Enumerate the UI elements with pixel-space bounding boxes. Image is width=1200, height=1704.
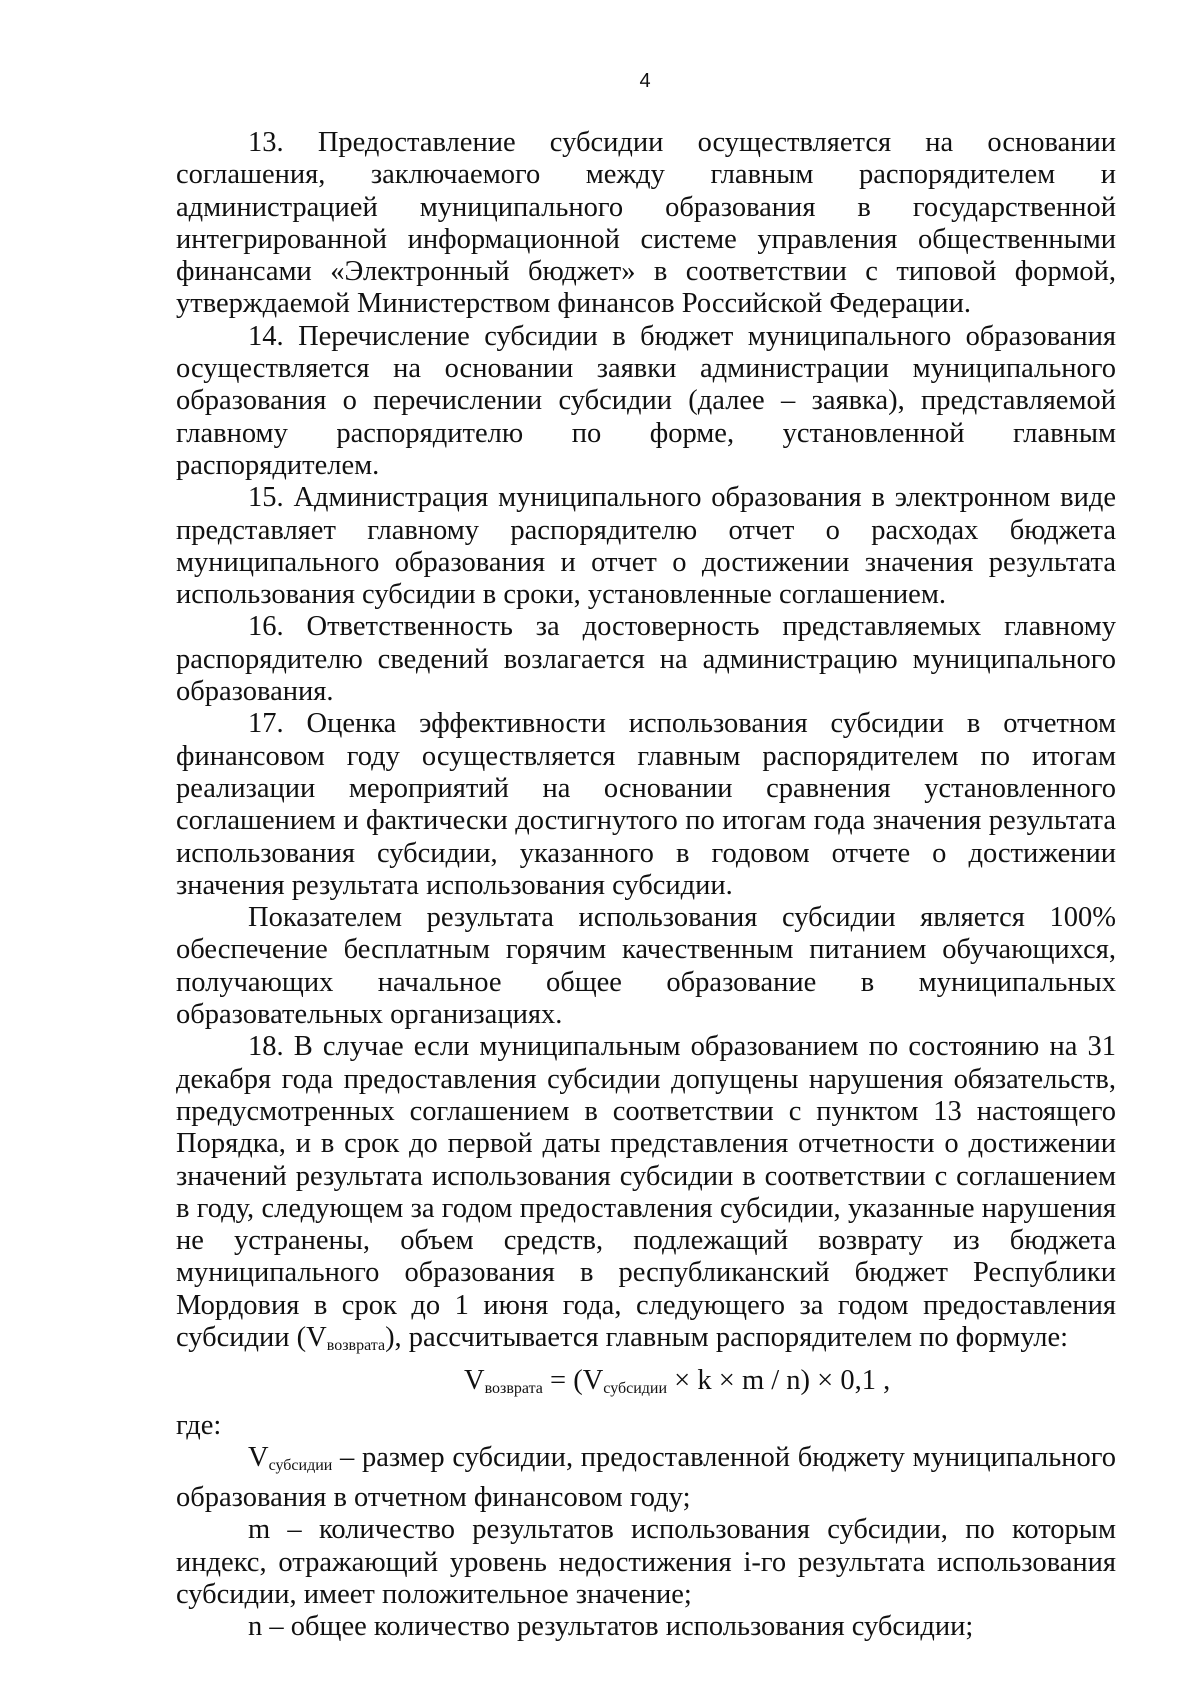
paragraph-17: 17. Оценка эффективности использования субсидии в отчетном финансовом году осуществляется главным распорядителем по итогам реализации мероприятий на основании сравнения установленного соглашением и фактически достигнутого по итогам года значения результата использования субсидии, указанного в годовом отчете о достижении значения результата использования субсидии. bbox=[176, 708, 1116, 901]
definition-v-letter: V bbox=[248, 1441, 269, 1473]
where-label: где: bbox=[176, 1409, 222, 1441]
paragraph-17-indicator: Показателем результата использования субсидии является 100% обеспечение бесплатным горячим качественным питанием обучающихся, получающих начальное общее образование в муниципальных образовательных организациях. bbox=[176, 902, 1116, 1031]
paragraph-15: 15. Администрация муниципального образования в электронном виде представляет главному распорядителю отчет о расходах бюджета муниципального образования и отчет о достижении значения результата использования субсидии в сроки, установленные соглашением. bbox=[176, 482, 1116, 611]
document-body bbox=[176, 127, 1116, 1644]
return-formula bbox=[176, 1365, 1116, 1405]
paragraph-18-subscript: возврата bbox=[326, 1336, 386, 1354]
formula-rest: × k × m / n) × 0,1 , bbox=[667, 1365, 891, 1397]
paragraph-18-text: 18. В случае если муниципальным образованием по состоянию на 31 декабря года предоставления субсидии допущены нарушения обязательств, предусмотренных соглашением в соответствии с пунктом 13 настоящего Порядка, и в срок до первой даты представления отчетности о достижении значений результата использования субсидии в соответствии с соглашением в году, следующем за годом предоставления субсидии, указанные нарушения не устранены, объем средств, подлежащий возврату из бюджета муниципального образования в республиканский бюджет Республики Мордовия в срок до 1 июня года, следующего за годом предоставления субсидии (V bbox=[176, 1031, 1116, 1353]
paragraph-13: 13. Предоставление субсидии осуществляется на основании соглашения, заключаемого между главным распорядителем и администрацией муниципального образования в государственной интегрированной информационной системе управления общественными финансами «Электронный бюджет» в соответствии с типовой формой, утверждаемой Министерством финансов Российской Федерации. bbox=[176, 127, 1116, 320]
definition-v-text: – размер субсидии, предоставленной бюджету муниципального образования в отчетном финансовом году; bbox=[176, 1441, 1116, 1514]
paragraph-14: 14. Перечисление субсидии в бюджет муниципального образования осуществляется на основании заявки администрации муниципального образования о перечислении субсидии (далее – заявка), представляемой главному распорядителю по форме, установленной главным распорядителем. bbox=[176, 320, 1116, 481]
definition-n: n – общее количество результатов использования субсидии; bbox=[248, 1611, 974, 1643]
paragraph-16: 16. Ответственность за достоверность представляемых главному распорядителю сведений возлагается на администрацию муниципального образования. bbox=[176, 611, 1116, 708]
formula-v: V bbox=[464, 1365, 485, 1397]
formula-vs-subscript: субсидии bbox=[603, 1380, 668, 1398]
paragraph-18 bbox=[176, 1031, 1116, 1362]
definition-m: m – количество результатов использования субсидии, по которым индекс, отражающий уровень недостижения i-го результата использования субсидии, имеет положительное значение; bbox=[176, 1514, 1116, 1611]
definition-v-subsidy bbox=[176, 1442, 1116, 1515]
formula-eq: = (V bbox=[542, 1365, 604, 1397]
page-number: 4 bbox=[639, 70, 651, 92]
definition-v-subscript: субсидии bbox=[268, 1456, 333, 1474]
paragraph-18-tail: ), рассчитывается главным распорядителем по формуле: bbox=[385, 1321, 1069, 1353]
formula-v-subscript: возврата bbox=[484, 1380, 543, 1398]
